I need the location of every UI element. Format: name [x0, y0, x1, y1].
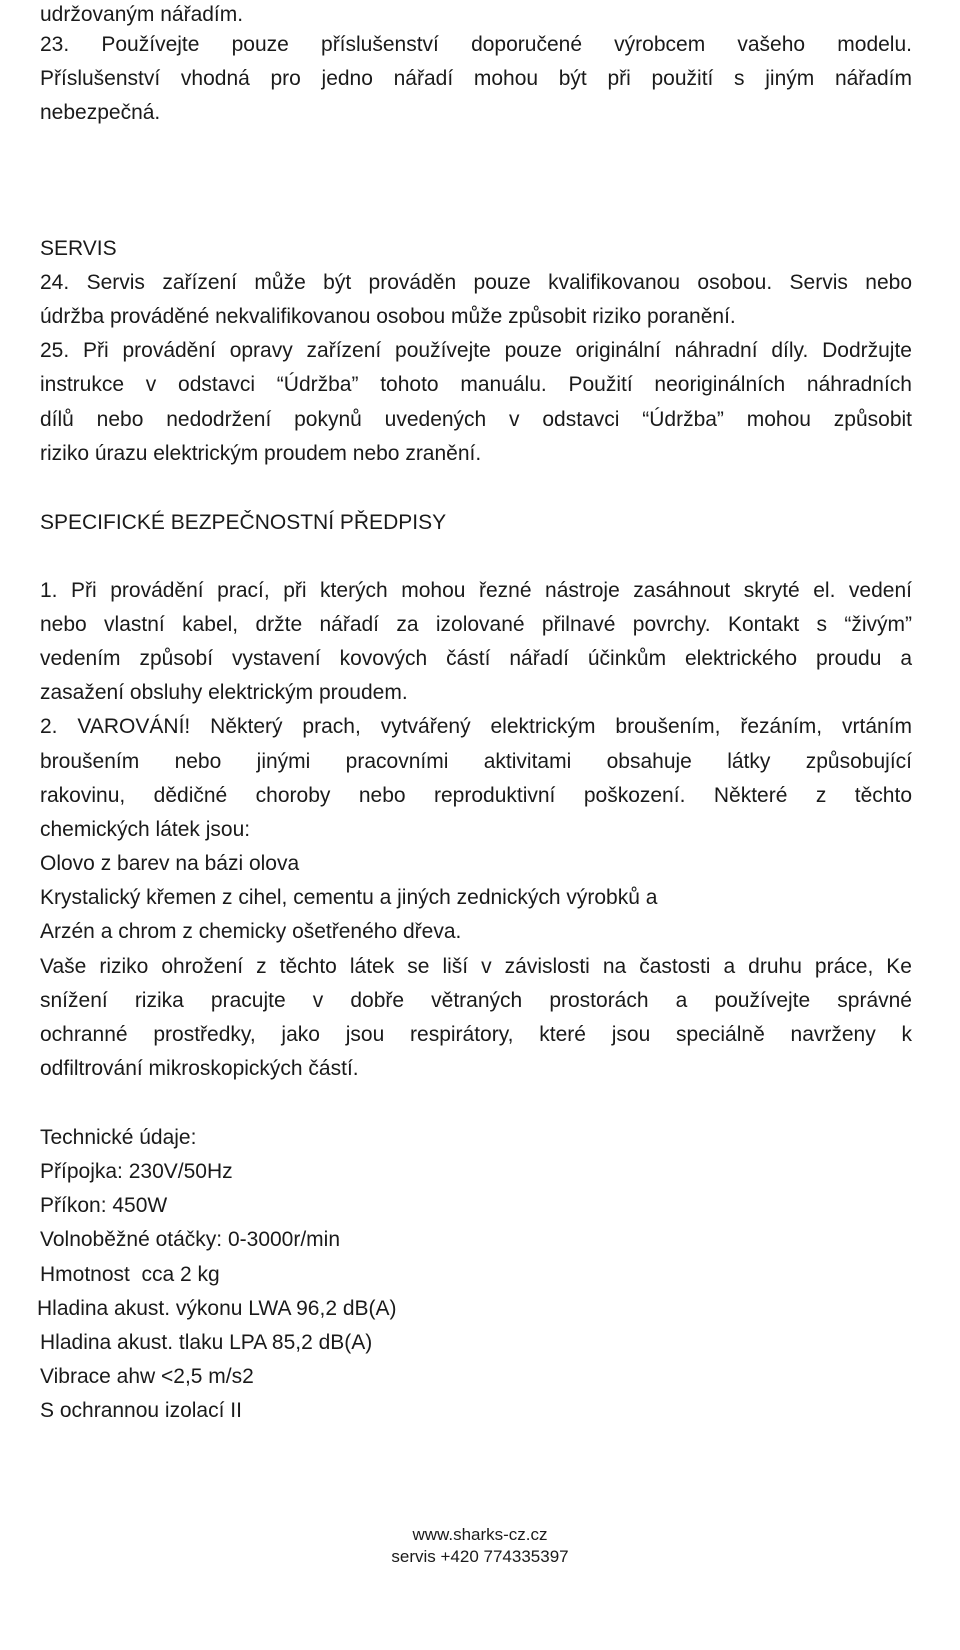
text-line: riziko úrazu elektrickým proudem nebo zranění. — [40, 442, 482, 465]
spec-line: Volnoběžné otáčky: 0-3000r/min — [40, 1228, 341, 1251]
section-heading-safety: SPECIFICKÉ BEZPEČNOSTNÍ PŘEDPISY — [40, 511, 447, 534]
text-line: 24. Servis zařízení může být prováděn pouze kvalifikovanou osobou. Servis nebo — [40, 271, 912, 294]
text-line: 2. VAROVÁNÍ! Některý prach, vytvářený elektrickým broušením, řezáním, vrtáním — [40, 715, 912, 738]
text-line: údržba prováděné nekvalifikovanou osobou může způsobit riziko poranění. — [40, 305, 736, 328]
spec-line: Hladina akust. tlaku LPA 85,2 dB(A) — [40, 1331, 373, 1354]
text-line: ochranné prostředky, jako jsou respirátory, které jsou speciálně navrženy k — [40, 1023, 912, 1046]
footer-website: www.sharks-cz.cz — [412, 1525, 548, 1544]
tech-specs-heading: Technické údaje: — [40, 1126, 197, 1149]
text-line: instrukce v odstavci “Údržba” tohoto manuálu. Použití neoriginálních náhradních — [40, 373, 912, 396]
text-line: chemických látek jsou: — [40, 818, 251, 841]
spec-line: Příkon: 450W — [40, 1194, 168, 1217]
spec-line: Přípojka: 230V/50Hz — [40, 1160, 233, 1183]
text-line: rakovinu, dědičné choroby nebo reproduktivní poškození. Některé z těchto — [40, 784, 912, 807]
text-line: nebezpečná. — [40, 101, 161, 124]
spec-line: S ochrannou izolací II — [40, 1399, 242, 1422]
text-line: Krystalický křemen z cihel, cementu a jiných zednických výrobků a — [40, 886, 658, 909]
text-line: odfiltrování mikroskopických částí. — [40, 1057, 359, 1080]
text-line: Arzén a chrom z chemicky ošetřeného dřeva. — [40, 920, 462, 943]
text-line: 25. Při provádění opravy zařízení používejte pouze originální náhradní díly. Dodržujte — [40, 339, 912, 362]
text-line: Olovo z barev na bázi olova — [40, 852, 300, 875]
text-line: snížení rizika pracujte v dobře větraných prostorách a používejte správné — [40, 989, 912, 1012]
text-line: broušením nebo jinými pracovními aktivitami obsahuje látky způsobující — [40, 750, 912, 773]
text-line: 23. Používejte pouze příslušenství doporučené výrobcem vašeho modelu. — [40, 33, 912, 56]
text-line: Vaše riziko ohrožení z těchto látek se liší v závislosti na častosti a druhu práce, Ke — [40, 955, 912, 978]
text-line: zasažení obsluhy elektrickým proudem. — [40, 681, 408, 704]
text-line: nebo vlastní kabel, držte nářadí za izolované přilnavé povrchy. Kontakt s “živým” — [40, 613, 912, 636]
spec-line: Vibrace ahw <2,5 m/s2 — [40, 1365, 254, 1388]
text-line: 1. Při provádění prací, při kterých mohou řezné nástroje zasáhnout skryté el. vedení — [40, 579, 912, 602]
text-line: vedením způsobí vystavení kovových částí nářadí účinkům elektrického proudu a — [40, 647, 912, 670]
section-heading-servis: SERVIS — [40, 237, 117, 260]
text-line: dílů nebo nedodržení pokynů uvedených v odstavci “Údržba” mohou způsobit — [40, 408, 912, 431]
text-line: Příslušenství vhodná pro jedno nářadí mohou být při použití s jiným nářadím — [40, 67, 912, 90]
text-line: udržovaným nářadím. — [40, 3, 244, 26]
spec-line: Hladina akust. výkonu LWA 96,2 dB(A) — [37, 1297, 397, 1320]
spec-line: Hmotnost cca 2 kg — [40, 1263, 220, 1286]
footer-phone: servis +420 774335397 — [391, 1547, 569, 1566]
